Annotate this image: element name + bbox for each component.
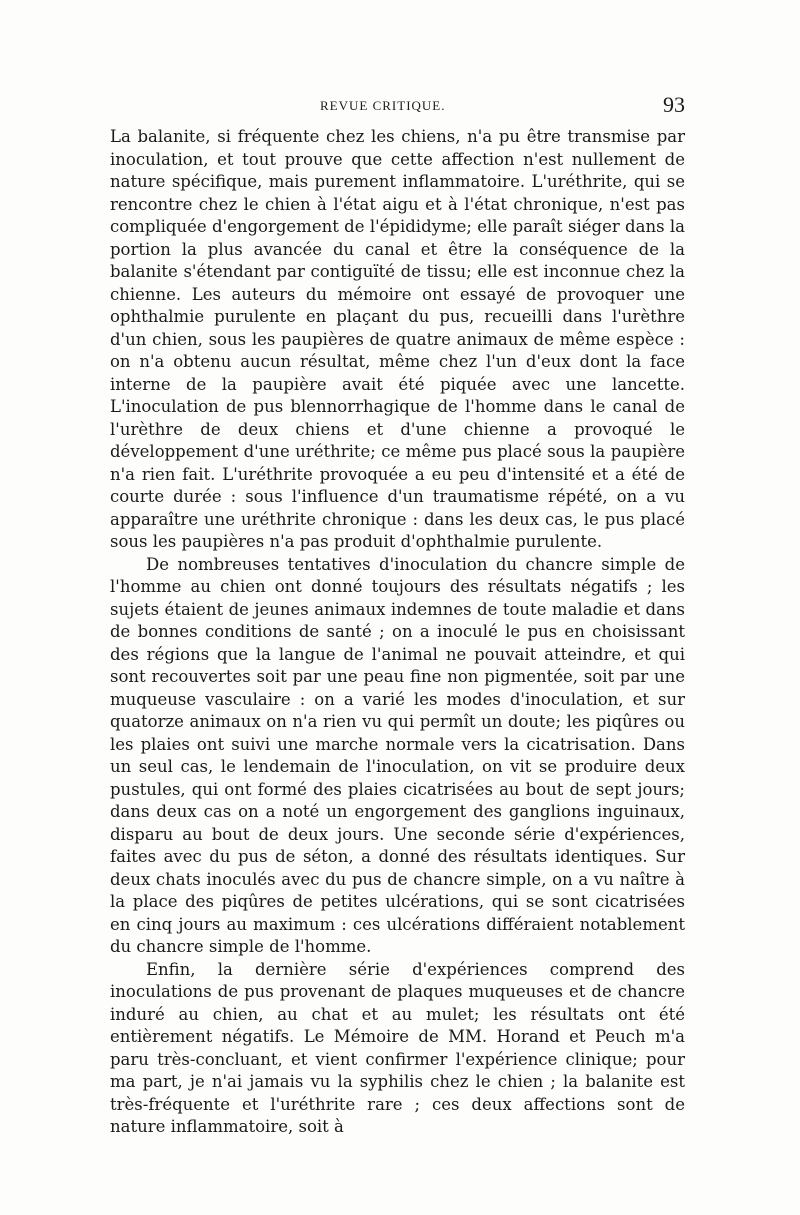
paragraph: La balanite, si fréquente chez les chiens, n'a pu être transmise par inoculation, et tout prouve que cette affection n'est nullement de nature spécifique, mais purement inflammatoire. L'uréthrite, qui se rencontre chez le chien à l'état aigu et à l'état chronique, n'est pas compliquée d'engorgement de l'épididyme; elle paraît siéger dans la portion la plus avancée du canal et être la conséquence de la balanite s'étendant par contiguïté de tissu; elle est inconnue chez la chienne. Les auteurs du mémoire ont essayé de provoquer une ophthalmie purulente en plaçant du pus, recueilli dans l'urèthre d'un chien, sous les paupières de quatre animaux de même espèce : on n'a obtenu aucun résultat, même chez l'un d'eux dont la face interne de la paupière avait été piquée avec une lancette. L'inoculation de pus blennorrhagique de l'homme dans le canal de l'urèthre de deux chiens et d'une chienne a provoqué le développement d'une uréthrite; ce même pus placé sous la paupière n'a rien fait. L'uréthrite provoquée a eu peu d'intensité et a été de courte durée : sous l'influence d'un traumatisme répété, on a vu apparaître une uréthrite chronique : dans les deux cas, le pus placé sous les paupières n'a pas produit d'ophthalmie purulente.	[110, 127, 685, 551]
paragraph: Enfin, la dernière série d'expériences comprend des inoculations de pus provenant de plaques muqueuses et de chancre induré au chien, au chat et au mulet; les résultats ont été entièrement négatifs. Le Mémoire de MM. Horand et Peuch m'a paru très-concluant, et vient confirmer l'expérience clinique; pour ma part, je n'ai jamais vu la syphilis chez le chien ; la balanite est très-fréquente et l'uréthrite rare ; ces deux affections sont de nature inflammatoire, soit à	[110, 959, 685, 1136]
body-text	[110, 126, 685, 1139]
running-title: REVUE CRITIQUE.	[320, 98, 446, 113]
paragraph: De nombreuses tentatives d'inoculation du chancre simple de l'homme au chien ont donné toujours des résultats négatifs ; les sujets étaient de jeunes animaux indemnes de toute maladie et dans de bonnes conditions de santé ; on a inoculé le pus en choisissant des régions que la langue de l'animal ne pouvait atteindre, et qui sont recouvertes soit par une peau fine non pigmentée, soit par une muqueuse vasculaire : on a varié les modes d'inoculation, et sur quatorze animaux on n'a rien vu qui permît un doute; les piqûres ou les plaies ont suivi une marche normale vers la cicatrisation. Dans un seul cas, le lendemain de l'inoculation, on vit se produire deux pustules, qui ont formé des plaies cicatrisées au bout de sept jours; dans deux cas on a noté un engorgement des ganglions inguinaux, disparu au bout de deux jours. Une seconde série d'expériences, faites avec du pus de séton, a donné des résultats identiques. Sur deux chats inoculés avec du pus de chancre simple, on a vu naître à la place des piqûres de petites ulcérations, qui se sont cicatrisées en cinq jours au maximum : ces ulcérations différaient notablement du chancre simple de l'homme.	[110, 554, 685, 956]
page-number: 93	[663, 92, 685, 117]
running-head	[110, 92, 685, 122]
